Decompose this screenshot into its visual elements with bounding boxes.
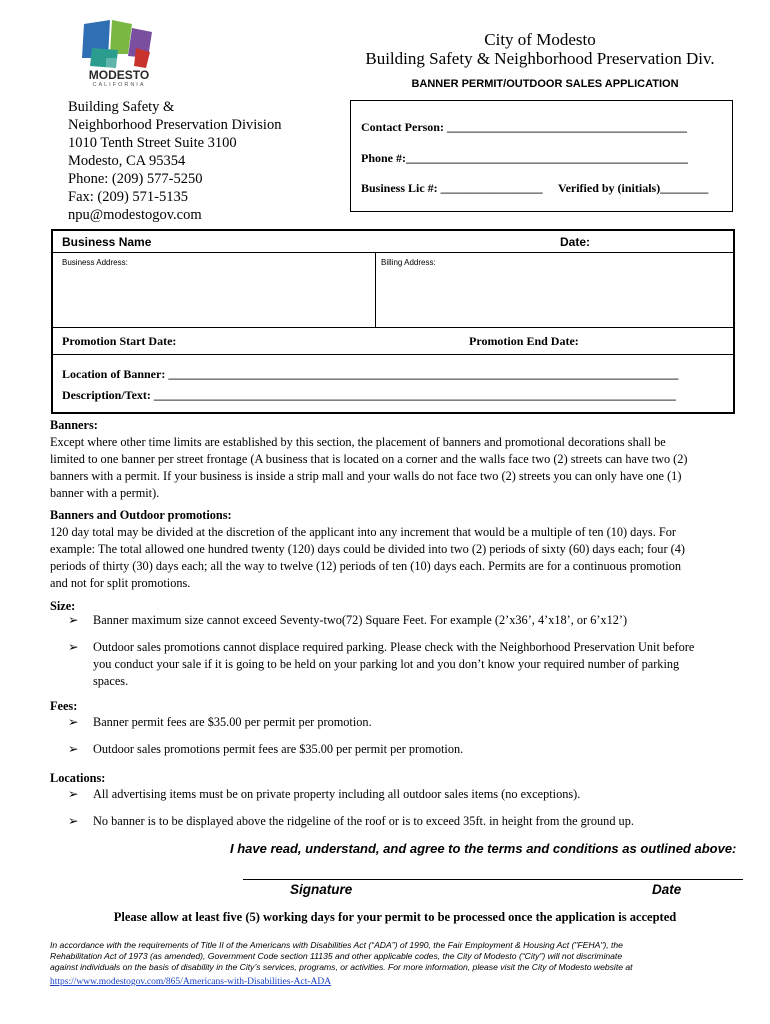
logo-subtitle: CALIFORNIA: [92, 82, 146, 88]
locations-bullet-text: No banner is to be displayed above the ridgeline of the roof or is to exceed 35ft. in height from the ground up.: [93, 814, 634, 828]
address-row: [53, 252, 733, 328]
size-bullet-text: Banner maximum size cannot exceed Seventy-two(72) Square Feet. For example (2’x36’, 4’x18’, or 6’x12’): [93, 613, 628, 627]
date-label[interactable]: Date:: [560, 235, 591, 249]
fees-bullet: [68, 741, 748, 758]
locations-bullet-text: All advertising items must be on private property including all outdoor sales items (no exceptions).: [93, 787, 581, 801]
ada-notice-line: In accordance with the requirements of Title II of the Americans with Disabilities Act (“ADA”) of 1990, the Fair Employment & Housing Act ("FEHA"), the: [50, 940, 623, 950]
agreement-statement: I have read, understand, and agree to the terms and conditions as outlined above:: [230, 841, 737, 856]
email-line: npu@modestogov.com: [68, 207, 202, 223]
banners-section: [50, 417, 688, 502]
arrow-bullet-icon: ➢: [68, 640, 79, 654]
business-license-field[interactable]: Business Lic #: _________________: [361, 181, 543, 195]
signature-date-label: Date: [652, 882, 682, 897]
form-title: BANNER PERMIT/OUTDOOR SALES APPLICATION: [411, 78, 679, 90]
org-title: [330, 30, 750, 68]
logo-name: MODESTO: [88, 68, 150, 82]
phone-field[interactable]: Phone #:_______________________________________________: [361, 151, 688, 165]
address-line: 1010 Tenth Street Suite 3100: [68, 135, 237, 151]
promotions-text-line: 120 day total may be divided at the discretion of the applicant into any increment that would be a multiple of ten (10) days. For: [50, 525, 676, 539]
application-form-grid: [51, 229, 735, 414]
promotions-text-line: and not for split promotions.: [50, 576, 191, 590]
promotions-section: [50, 507, 685, 592]
business-name-label[interactable]: Business Name: [62, 235, 152, 249]
contact-person-field[interactable]: Contact Person: ________________________________________: [361, 120, 687, 134]
locations-bullet: [68, 786, 748, 803]
address-line: Neighborhood Preservation Division: [68, 117, 282, 133]
description-text-field[interactable]: Description/Text: _______________________________________________________________________________________: [62, 388, 676, 402]
size-bullet-text: you conduct your sale if it is going to be held on your parking lot and you don’t know your required number of parking: [93, 657, 680, 671]
fax-line: Fax: (209) 571-5135: [68, 189, 189, 205]
contact-box: [350, 100, 733, 212]
banners-text-line: banner with a permit).: [50, 486, 160, 500]
locations-bullet: [68, 813, 748, 830]
banners-text-line: Except where other time limits are established by this section, the placement of banners and promotional decorations shall be: [50, 435, 666, 449]
fees-bullet-text: Outdoor sales promotions permit fees are $35.00 per permit per promotion.: [93, 742, 464, 756]
size-heading: Size:: [50, 599, 76, 613]
promotions-heading: Banners and Outdoor promotions:: [50, 508, 232, 522]
fees-bullet: [68, 714, 748, 731]
city-logo: [78, 18, 160, 90]
processing-notice: Please allow at least five (5) working days for your permit to be processed once the application is accepted: [113, 910, 677, 924]
location-description-row: [53, 354, 733, 412]
verified-by-field[interactable]: Verified by (initials)________: [558, 181, 709, 195]
business-name-row: [53, 231, 733, 253]
size-bullet-text: Outdoor sales promotions cannot displace required parking. Please check with the Neighborhood Preservation Unit before: [93, 640, 695, 654]
org-title-line1: City of Modesto: [484, 30, 596, 49]
promotions-text-line: example: The total allowed one hundred twenty (120) days could be divided into two (2) periods of sixty (60) days each; four (4): [50, 542, 685, 556]
banners-heading: Banners:: [50, 418, 98, 432]
billing-address-field[interactable]: Billing Address:: [381, 258, 436, 267]
arrow-bullet-icon: ➢: [68, 787, 79, 801]
arrow-bullet-icon: ➢: [68, 814, 79, 828]
address-line: Modesto, CA 95354: [68, 153, 186, 169]
banners-text-line: banners with a permit. If your business is inside a strip mall and your walls do not face two (2) streets you can only have one (1): [50, 469, 682, 483]
arrow-bullet-icon: ➢: [68, 742, 79, 756]
promotion-end-field[interactable]: Promotion End Date:: [469, 334, 579, 348]
promotions-text-line: periods of thirty (30) days each; all the way to twelve (12) periods of ten (10) days each. Permits are for a continuous promotion: [50, 559, 682, 573]
address-block: [68, 98, 281, 224]
business-address-field[interactable]: Business Address:: [62, 258, 128, 267]
locations-heading: Locations:: [50, 771, 106, 785]
location-of-banner-field[interactable]: Location of Banner: _____________________________________________________________________________________: [62, 367, 679, 381]
signature-label: Signature: [290, 882, 353, 897]
size-bullet: [68, 612, 748, 629]
ada-link[interactable]: https://www.modestogov.com/865/Americans-with-Disabilities-Act-ADA: [50, 977, 332, 987]
promotion-start-field[interactable]: Promotion Start Date:: [62, 334, 177, 348]
fees-heading: Fees:: [50, 699, 78, 713]
arrow-bullet-icon: ➢: [68, 715, 79, 729]
ada-notice-line: against individuals on the basis of disability in the City’s services, programs, or activities. For more information, please visit the City of Modesto website at: [50, 962, 633, 972]
banners-text-line: limited to one banner per street frontage (A business that is located on a corner and the walls face two (2) streets can have two (2): [50, 452, 688, 466]
ada-notice: [50, 940, 750, 973]
promotion-dates-row: [53, 327, 733, 355]
size-bullet: [68, 639, 748, 690]
org-title-line2: Building Safety & Neighborhood Preservation Div.: [365, 49, 715, 68]
phone-line: Phone: (209) 577-5250: [68, 171, 203, 187]
address-line: Building Safety &: [68, 99, 175, 115]
fees-bullet-text: Banner permit fees are $35.00 per permit per promotion.: [93, 715, 372, 729]
size-bullet-text: spaces.: [93, 674, 129, 688]
signature-line[interactable]: [243, 879, 743, 880]
ada-notice-line: Rehabilitation Act of 1973 (as amended), Government Code section 11135 and other applicable codes, the City of Modesto (“City”) will not discriminate: [50, 951, 623, 961]
address-divider: [375, 252, 376, 327]
arrow-bullet-icon: ➢: [68, 613, 79, 627]
